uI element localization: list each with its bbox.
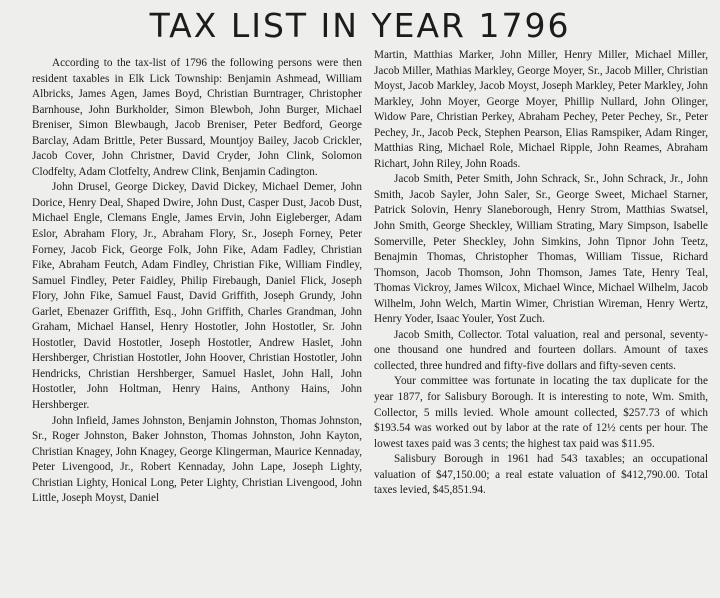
paragraph-s-to-z: Jacob Smith, Peter Smith, John Schrack, Sr., John Schrack, Jr., John Smith, Jacob Sayler, John Saler, Sr., George Sweet, Michael Starner, Patrick Solovin, Henry Slaneborough, Henry Strom, Matthias Swatsel, John Smith, George Sheckley, William Strating, Mary Simpson, Isabelle Somerville, Peter Sheckley, John Simkins, John Tipnor John Teetz, Benajmin Thomas, Christopher Thomas, William Tissue, Richard Thomson, Jacob Thomson, John Thomson, James Tate, Henry Teal, Thomas Vickroy, James Wilcox, Michael Wince, Michael Wilhelm, Jacob Wilhelm, John Welch, Martin Wimer, Christian Wireman, Henry Wertz, Henry Yoder, Isaac Youler, Yost Zuch.: [374, 173, 708, 326]
paragraph-i-to-m: John Infield, James Johnston, Benjamin Johnston, Thomas Johnston, Sr., Roger Johnston, Baker Johnston, Thomas Johnston, John Kayton, Christian Knagey, John Knagey, George Klingerman, Maurice Kennaday, Peter Livengood, Jr., Robert Kennaday, John Lape, Joseph Lighty, Christian Lighty, Honical Long, Peter Lighty, Christian Livengood, John Little, Joseph Moyst, Daniel: [32, 414, 362, 505]
paragraph-collector-1796: Jacob Smith, Collector. Total valuation, real and personal, seventy-one thousand one hundred and fourteen dollars. Amount of taxes collected, three hundred and fifty-five dollars and fifty-seven cents.: [374, 328, 708, 372]
left-column: [32, 56, 362, 507]
paragraph-intro: According to the tax-list of 1796 the following persons were then resident taxables in Elk Lick Township: Benjamin Ashmead, William Albricks, James Agen, James Boyd, Christian Burntrager, Christopher Barnhouse, John Burkholder, Simon Blewboh, John Burger, Michael Breniser, Simon Blewbaugh, Jacob Breniser, Peter Bedford, George Barclay, Adam Brittle, Peter Bussard, Mountjoy Bailey, Jacob Crickler, Jacob Cover, John Christner, David Cryder, John Clink, Solomon Clodfelty, Adam Clotfelty, Andrew Clink, Benjamin Cadington.: [32, 57, 362, 178]
paragraph-borough-1961: Salisbury Borough in 1961 had 543 taxables; an occupational valuation of $47,150.00; a real estate valuation of $412,790.00. Total taxes levied, $45,851.94.: [374, 453, 708, 497]
paragraph-m-to-r: Martin, Matthias Marker, John Miller, Henry Miller, Michael Miller, Jacob Miller, Mathias Markley, George Moyer, Sr., Jacob Miller, Christian Moyst, Jacob Markley, Jacob Moyst, Joseph Markley, Peter Markley, John Markley, John Moyer, George Moyer, Phillip Nullard, John Olinger, Widow Pare, Christian Perkey, Abraham Pechey, Peter Pechey, Sr., Peter Pechey, Jr., Jacob Peck, Stephen Pearson, Elias Ramspiker, Adam Ringer, Matthias Ring, Michael Role, Michael Ripple, John Reames, Abraham Richart, John Riley, John Roads.: [374, 49, 708, 170]
page-title: TAX LIST IN YEAR 1796: [149, 6, 571, 45]
right-column: [374, 48, 708, 499]
paragraph-duplicate-1877: Your committee was fortunate in locating the tax duplicate for the year 1877, for Salisbury Borough. It is interesting to note, Wm. Smith, Collector, 5 mills levied. Whole amount collected, $257.73 of which $193.54 was worked out by labor at the rate of 12½ cents per hour. The lowest taxes paid was 3 cents; the highest tax paid was $11.95.: [374, 375, 708, 450]
paragraph-d-to-h: John Drusel, George Dickey, David Dickey, Michael Demer, John Dorice, Henry Deal, Shaped Dwire, John Dust, Casper Dust, Jacob Dust, Michael Engle, Clemans Engle, James Ervin, John Eigleberger, Adam Eslor, Abraham Flory, Jr., Abraham Flory, Sr., Joseph Forney, Peter Forney, Jacob Fick, George Folk, John Fike, Adam Fadley, Christian Fike, Abraham Feutch, Adam Findley, Christian Fike, William Findley, Samuel Findley, Peter Faidley, Philip Firebaugh, Daniel Flick, Joseph Flory, John Fike, Samuel Faust, David Griffith, Joseph Grundy, John Garlet, Ebenazer Griffith, Esq., John Griffith, Charles Grandman, John Graham, Michael Hansel, Henry Hostotler, John Hostotler, Sr. John Hostotler, David Hostotler, Joseph Hostotler, Andrew Haslet, John Hershberger, Christian Hostotler, John Hoover, Christian Hostotler, John Hendricks, Christian Hershberger, Samuel Haslet, John Hall, John Hostotler, John Holtman, Henry Hains, Anthony Hains, John Hershberger.: [32, 181, 362, 412]
